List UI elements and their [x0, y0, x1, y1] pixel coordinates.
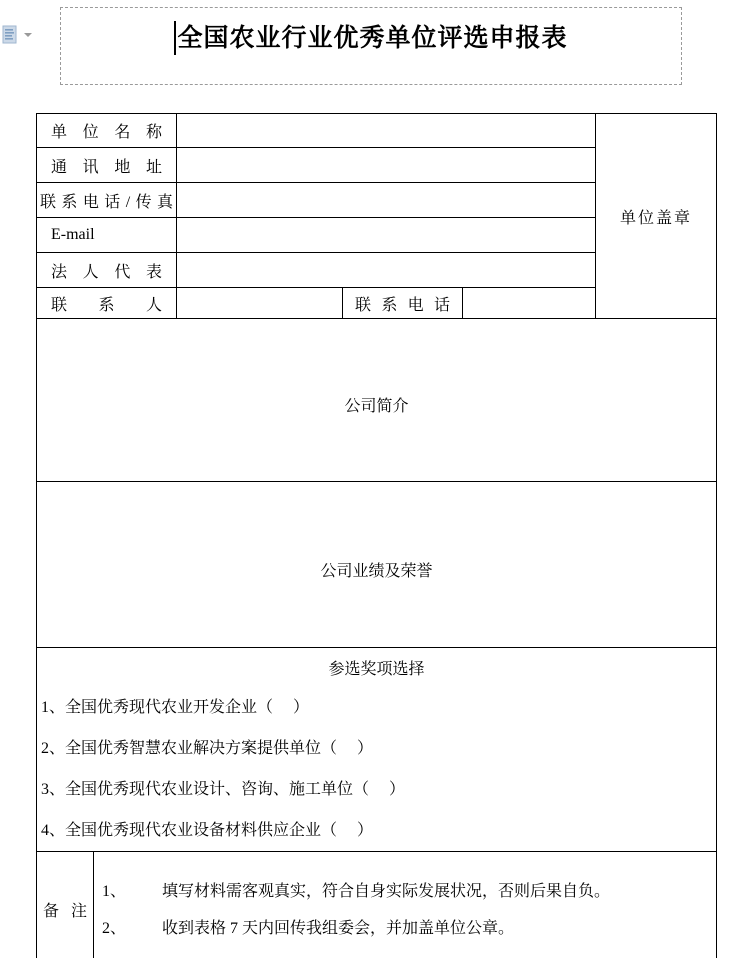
chevron-down-icon [24, 33, 32, 37]
table-row [37, 852, 717, 958]
awards-selection-cell [37, 648, 717, 852]
award-list [37, 679, 716, 851]
remark-item-2 [94, 910, 716, 947]
remark-item-1 [94, 873, 716, 910]
table-row [37, 319, 717, 482]
paste-options-button[interactable] [2, 25, 46, 47]
email-label: E-mail [37, 218, 177, 253]
address-field[interactable] [177, 148, 596, 183]
unit-seal-label: 单位盖章 [620, 209, 693, 227]
company-profile-title: 公司简介 [344, 398, 409, 415]
application-form-table [36, 113, 717, 958]
remark-text: 收到表格 7 天内回传我组委会，并加盖单位公章。 [162, 919, 515, 937]
unit-seal-cell [596, 114, 717, 319]
unit-name-field[interactable] [177, 114, 596, 148]
phone-fax-field[interactable] [177, 183, 596, 218]
award-option-1[interactable]: 1、全国优秀现代农业开发企业（ ） [41, 699, 310, 716]
company-honors-title: 公司业绩及荣誉 [320, 562, 433, 580]
company-honors-cell[interactable] [37, 482, 717, 648]
text-cursor-caret [174, 21, 176, 55]
legal-rep-field[interactable] [177, 253, 596, 288]
awards-selection-title: 参选奖项选择 [328, 661, 425, 678]
award-option-3[interactable]: 3、全国优秀现代农业设计、咨询、施工单位（ ） [41, 781, 406, 798]
unit-name-label: 单位名称 [37, 114, 177, 148]
remark-number: 1、 [102, 882, 127, 900]
remark-number: 2、 [102, 919, 127, 937]
address-label: 通讯地址 [37, 148, 177, 183]
email-field[interactable] [177, 218, 596, 253]
award-option-4[interactable]: 4、全国优秀现代农业设备材料供应企业（ ） [41, 822, 374, 839]
remarks-content-cell [94, 852, 717, 958]
contact-person-label: 联系人 [37, 288, 177, 319]
table-row [37, 114, 717, 148]
remarks-label: 备注 [37, 852, 94, 958]
legal-rep-label: 法人代表 [37, 253, 177, 288]
table-row [37, 482, 717, 648]
phone-fax-label: 联系电话/传真 [37, 183, 177, 218]
company-profile-cell[interactable] [37, 319, 717, 482]
page-title: 全国农业行业优秀单位评选申报表 [177, 24, 568, 52]
contact-phone-field[interactable] [463, 288, 596, 319]
award-option-2[interactable]: 2、全国优秀智慧农业解决方案提供单位（ ） [41, 740, 374, 757]
remark-text: 填写材料需客观真实，符合自身实际发展状况，否则后果自负。 [162, 882, 611, 900]
title-frame[interactable] [60, 7, 682, 85]
contact-phone-label: 联系电话 [343, 288, 463, 319]
contact-person-field[interactable] [177, 288, 343, 319]
paste-options-icon [2, 25, 18, 50]
table-row [37, 648, 717, 852]
